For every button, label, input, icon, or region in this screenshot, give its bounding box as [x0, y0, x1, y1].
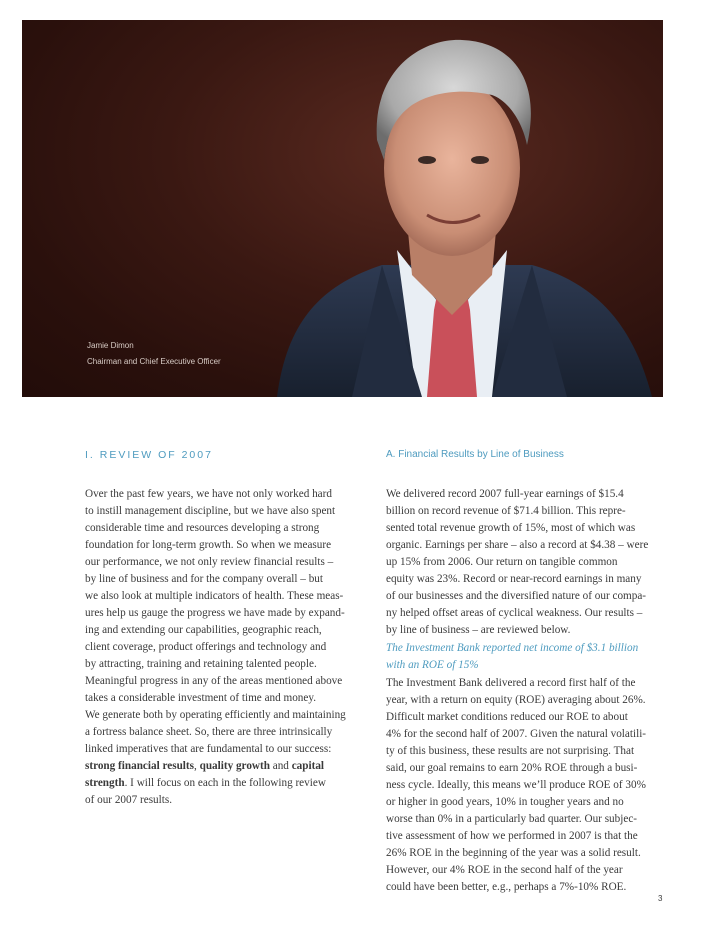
text-line: year, with a return on equity (ROE) averaging about 26%. — [386, 694, 646, 706]
text-fragment: and — [269, 760, 292, 772]
investment-bank-heading — [386, 640, 638, 674]
italic-heading-line: with an ROE of 15% — [386, 659, 479, 671]
text-line: foundation for long-term growth. So when we measure — [85, 539, 332, 551]
bold-phrase: capital — [291, 760, 325, 772]
text-line: of our businesses and the diversified nature of our compa- — [386, 590, 647, 602]
text-line: said, our goal remains to earn 20% ROE through a busi- — [386, 762, 638, 774]
text-line: of our 2007 results. — [85, 794, 173, 806]
caption-title: Chairman and Chief Executive Officer — [87, 357, 221, 366]
text-line: 26% ROE in the beginning of the year was a solid result. — [386, 847, 641, 859]
page-number: 3 — [658, 894, 663, 903]
text-line: by line of business and for the company overall – but — [85, 573, 323, 585]
text-fragment: , — [194, 760, 200, 772]
text-line: Over the past few years, we have not only worked hard — [85, 488, 332, 500]
text-line: ty of this business, these results are not surprising. That — [386, 745, 635, 757]
text-line: billion on record revenue of $71.4 billion. This repre- — [386, 505, 626, 517]
text-line: ures help us gauge the progress we have made by expand- — [85, 607, 345, 619]
text-line-emphasis — [85, 758, 375, 775]
text-line: We delivered record 2007 full-year earnings of $15.4 — [386, 488, 624, 500]
text-line: However, our 4% ROE in the second half of the year — [386, 864, 623, 876]
text-line: to instill management discipline, but we have also spent — [85, 505, 336, 517]
right-column-text — [386, 486, 676, 639]
text-line: ing and extending our capabilities, geographic reach, — [85, 624, 322, 636]
text-line: by attracting, training and retaining talented people. — [85, 658, 317, 670]
bold-phrase: strength — [85, 777, 125, 789]
text-line: by line of business – are reviewed below. — [386, 624, 571, 636]
photo-caption — [87, 338, 221, 370]
subsection-heading: A. Financial Results by Line of Business — [386, 449, 564, 460]
bold-phrase: quality growth — [199, 760, 270, 772]
portrait-photo — [22, 20, 663, 397]
text-line: tive assessment of how we performed in 2007 is that the — [386, 830, 638, 842]
text-line: sented total revenue growth of 15%, most of which was — [386, 522, 636, 534]
text-line: client coverage, product offerings and technology and — [85, 641, 327, 653]
italic-heading-line: The Investment Bank reported net income of $3.1 billion — [386, 642, 639, 654]
text-line: linked imperatives that are fundamental to our success: — [85, 743, 332, 755]
text-line: up 15% from 2006. Our return on tangible common — [386, 556, 618, 568]
text-line: We generate both by operating efficiently and maintaining — [85, 709, 346, 721]
text-line: our performance, we not only review financial results – — [85, 556, 334, 568]
bold-phrase: strong financial results — [85, 760, 194, 772]
text-line-emphasis — [85, 775, 375, 792]
text-line: could have been better, e.g., perhaps a 7%-10% ROE. — [386, 881, 627, 893]
text-line: organic. Earnings per share – also a record at $4.38 – were — [386, 539, 649, 551]
left-column-text — [85, 486, 375, 809]
text-line: considerable time and resources developing a strong — [85, 522, 320, 534]
text-line: worse than 0% in a particularly bad quarter. Our subjec- — [386, 813, 638, 825]
text-line: or higher in good years, 10% in tougher years and no — [386, 796, 624, 808]
investment-bank-text — [386, 675, 676, 896]
text-line: The Investment Bank delivered a record first half of the — [386, 677, 636, 689]
text-line: ny helped offset areas of cyclical weakness. Our results – — [386, 607, 643, 619]
text-line: Difficult market conditions reduced our ROE to about — [386, 711, 628, 723]
text-line: 4% for the second half of 2007. Given the natural volatili- — [386, 728, 647, 740]
text-line: takes a considerable investment of time and money. — [85, 692, 317, 704]
text-line: a fortress balance sheet. So, there are three intrinsically — [85, 726, 333, 738]
text-fragment: . I will focus on each in the following review — [124, 777, 326, 789]
text-line: we also look at multiple indicators of health. These meas- — [85, 590, 344, 602]
text-line: equity was 23%. Record or near-record earnings in many — [386, 573, 642, 585]
section-heading: I. REVIEW OF 2007 — [85, 449, 213, 461]
caption-name: Jamie Dimon — [87, 341, 134, 350]
text-line: Meaningful progress in any of the areas mentioned above — [85, 675, 343, 687]
text-line: ness cycle. Ideally, this means we’ll produce ROE of 30% — [386, 779, 646, 791]
